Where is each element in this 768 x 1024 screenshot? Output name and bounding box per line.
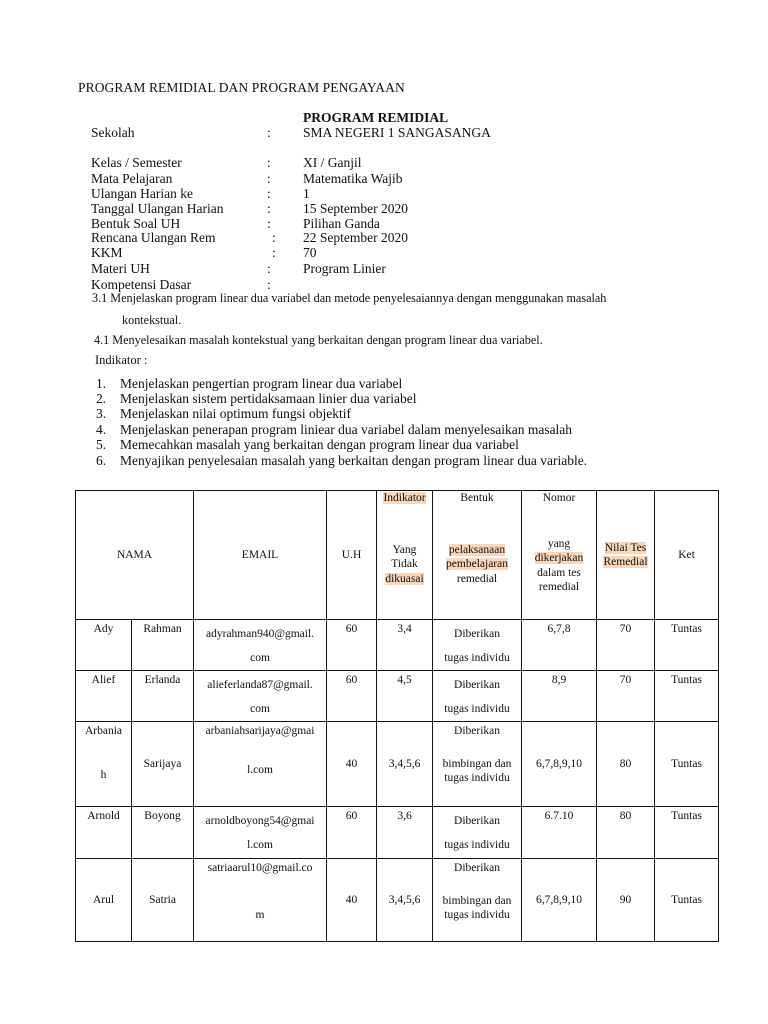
nilai-value: 90 <box>619 893 632 906</box>
uh-score: 60 <box>345 674 358 686</box>
field-label-kompetensi: Kompetensi Dasar <box>91 277 192 292</box>
cell-uh <box>327 671 377 722</box>
field-colon: : <box>267 171 271 186</box>
indikator-text: Menjelaskan sistem pertidaksamaan linier dua variabel <box>120 391 417 406</box>
bentuk-line3: tugas individu <box>444 909 510 921</box>
bentuk-line2: tugas individu <box>444 839 510 851</box>
first-name: Alief <box>91 674 116 686</box>
nilai-value: 80 <box>619 810 632 822</box>
uh-score: 60 <box>345 810 358 822</box>
header-bentuk-l1: pelaksanaan <box>448 544 506 556</box>
email-line2: com <box>250 703 270 715</box>
email-line2: l.com <box>247 839 273 851</box>
indikator-number: 6. <box>96 453 107 468</box>
cell-nomor <box>522 620 597 671</box>
cell-nomor <box>522 859 597 942</box>
field-colon: : <box>267 186 271 201</box>
field-label-materi: Materi UH <box>91 261 150 276</box>
cell-first-name <box>76 620 132 671</box>
cell-bentuk <box>433 620 522 671</box>
last-name: Boyong <box>144 810 181 822</box>
cell-ket <box>655 807 719 859</box>
last-name: Satria <box>149 893 176 906</box>
cell-email <box>194 620 327 671</box>
kd-3-1-line1: 3.1 Menjelaskan program linear dua variabel dan metode penyelesaiannya dengan menggunakan masalah <box>92 291 607 305</box>
field-value-ulangan: 1 <box>303 186 310 201</box>
indikator-text: Memecahkan masalah yang berkaitan dengan program linear dua variabel <box>120 437 519 452</box>
cell-nilai <box>597 722 655 807</box>
cell-first-name <box>76 807 132 859</box>
field-colon: : <box>267 125 271 140</box>
indikator-text: Menyajikan penyelesaian masalah yang berkaitan dengan program linear dua variable. <box>120 453 588 468</box>
header-indikator <box>377 491 433 620</box>
nomor-value: 6.7.10 <box>544 810 574 822</box>
bentuk-line2: tugas individu <box>444 652 510 664</box>
header-nilai-l2: Remedial <box>603 556 648 568</box>
header-nomor-l3: dalam tes <box>537 566 581 579</box>
header-uh <box>327 491 377 620</box>
cell-nilai <box>597 859 655 942</box>
field-label-sekolah: Sekolah <box>91 125 135 140</box>
cell-ket <box>655 722 719 807</box>
document-title: PROGRAM REMIDIAL DAN PROGRAM PENGAYAAN <box>78 80 405 95</box>
cell-ket <box>655 620 719 671</box>
field-label-tanggal: Tanggal Ulangan Harian <box>91 201 224 216</box>
uh-score: 40 <box>345 757 358 770</box>
table-row <box>76 671 719 722</box>
cell-nomor <box>522 807 597 859</box>
field-value-mapel: Matematika Wajib <box>303 171 403 186</box>
table-header-row <box>76 491 719 620</box>
field-value-bentuk: Pilihan Ganda <box>303 216 380 231</box>
header-bentuk-l3: remedial <box>456 572 498 585</box>
header-bentuk-top: Bentuk <box>460 492 494 504</box>
cell-indikator <box>377 620 433 671</box>
cell-uh <box>327 722 377 807</box>
field-value-kelas: XI / Ganjil <box>303 155 362 170</box>
email-line1: adyrahman940@gmail. <box>206 628 315 640</box>
bentuk-line2: bimbingan dan <box>442 758 512 770</box>
last-name: Rahman <box>143 623 182 635</box>
header-ket <box>655 491 719 620</box>
header-indikator-tidak: Tidak <box>391 558 418 571</box>
bentuk-line1: Diberikan <box>454 862 500 874</box>
cell-uh <box>327 807 377 859</box>
cell-last-name <box>132 807 194 859</box>
cell-last-name <box>132 620 194 671</box>
indikator-number: 5. <box>96 437 107 452</box>
indikator-item <box>96 437 519 453</box>
nilai-value: 70 <box>619 674 632 686</box>
email-line1: satriaarul10@gmail.co <box>207 862 313 874</box>
header-nama-label: NAMA <box>116 548 153 561</box>
indikator-text: Menjelaskan pengertian program linear dua variabel <box>120 376 403 391</box>
indikator-label: Indikator : <box>95 353 148 367</box>
table-row <box>76 807 719 859</box>
nomor-value: 6,7,8,9,10 <box>536 893 583 906</box>
ket-value: Tuntas <box>671 623 702 635</box>
cell-ket <box>655 671 719 722</box>
header-nomor <box>522 491 597 620</box>
header-nomor-l4: remedial <box>538 581 580 594</box>
field-label-ulangan: Ulangan Harian ke <box>91 186 193 201</box>
email-line2: com <box>250 652 270 664</box>
field-colon: : <box>267 201 271 216</box>
ket-value: Tuntas <box>671 674 702 686</box>
header-bentuk <box>433 491 522 620</box>
field-label-bentuk: Bentuk Soal UH <box>91 216 181 231</box>
cell-uh <box>327 620 377 671</box>
cell-nilai <box>597 620 655 671</box>
header-ket-label: Ket <box>678 548 695 561</box>
cell-bentuk <box>433 859 522 942</box>
indikator-value: 3,4 <box>397 623 412 635</box>
cell-nomor <box>522 722 597 807</box>
field-value-materi: Program Linier <box>303 261 386 276</box>
field-value-rencana: 22 September 2020 <box>303 230 408 245</box>
table-row <box>76 620 719 671</box>
header-nomor-top: Nomor <box>542 492 576 504</box>
header-uh-label: U.H <box>341 548 362 561</box>
indikator-number: 3. <box>96 406 107 421</box>
last-name: Erlanda <box>144 674 181 686</box>
indikator-item <box>96 453 587 469</box>
cell-indikator <box>377 722 433 807</box>
field-value-tanggal: 15 September 2020 <box>303 201 408 216</box>
field-colon: : <box>267 261 271 276</box>
indikator-number: 1. <box>96 376 107 391</box>
cell-bentuk <box>433 807 522 859</box>
cell-email <box>194 722 327 807</box>
header-email-label: EMAIL <box>241 548 279 561</box>
field-colon: : <box>267 155 271 170</box>
bentuk-line1: Diberikan <box>454 628 500 640</box>
indikator-item <box>96 422 572 438</box>
first-name: Arul <box>92 893 115 906</box>
cell-bentuk <box>433 671 522 722</box>
cell-email <box>194 807 327 859</box>
field-value-sekolah: SMA NEGERI 1 SANGASANGA <box>303 125 491 140</box>
header-bentuk-l2: pembelajaran <box>446 558 508 571</box>
cell-nilai <box>597 807 655 859</box>
field-value-kkm: 70 <box>303 245 317 260</box>
bentuk-line1: Diberikan <box>454 815 500 827</box>
cell-email <box>194 671 327 722</box>
header-indikator-dikuasai: dikuasai <box>385 572 424 585</box>
cell-ket <box>655 859 719 942</box>
remedial-table <box>75 490 719 942</box>
indikator-number: 4. <box>96 422 107 437</box>
cell-bentuk <box>433 722 522 807</box>
bentuk-line2: tugas individu <box>444 703 510 715</box>
indikator-value: 3,4,5,6 <box>388 893 421 906</box>
cell-first-name <box>76 671 132 722</box>
cell-last-name <box>132 671 194 722</box>
first-name-line2: h <box>100 769 107 781</box>
header-nilai-l1: Nilai Tes <box>604 541 647 554</box>
cell-last-name <box>132 859 194 942</box>
indikator-text: Menjelaskan nilai optimum fungsi objektif <box>120 406 351 421</box>
first-name: Arnold <box>87 810 120 822</box>
first-name: Ady <box>93 623 114 635</box>
field-colon: : <box>267 216 271 231</box>
indikator-value: 3,6 <box>397 810 412 822</box>
cell-nomor <box>522 671 597 722</box>
email-line1: arbaniahsarijaya@gmai <box>205 725 315 737</box>
email-line1: arnoldboyong54@gmai <box>205 815 315 827</box>
cell-first-name <box>76 722 132 807</box>
indikator-number: 2. <box>96 391 107 406</box>
header-nama <box>76 491 194 620</box>
field-label-rencana: Rencana Ulangan Rem <box>91 230 216 245</box>
nilai-value: 70 <box>619 623 632 635</box>
cell-nilai <box>597 671 655 722</box>
field-colon: : <box>272 245 276 260</box>
field-label-kkm: KKM <box>91 245 123 260</box>
kd-3-1-line2: kontekstual. <box>122 313 182 327</box>
cell-email <box>194 859 327 942</box>
indikator-item <box>96 391 417 407</box>
indikator-item <box>96 406 351 422</box>
nilai-value: 80 <box>619 757 632 770</box>
table-row <box>76 722 719 807</box>
email-line2: m <box>255 909 265 921</box>
ket-value: Tuntas <box>671 810 702 822</box>
header-nomor-l2: dikerjakan <box>534 552 584 565</box>
header-nilai <box>597 491 655 620</box>
uh-score: 60 <box>345 623 358 635</box>
indikator-text: Menjelaskan penerapan program liniear dua variabel dalam menyelesaikan masalah <box>120 422 573 437</box>
header-indikator-yang: Yang <box>392 544 417 556</box>
field-colon: : <box>267 277 271 292</box>
email-line1: alieferlanda87@gmail. <box>207 679 313 691</box>
email-line2: l.com <box>247 764 273 776</box>
uh-score: 40 <box>345 893 358 906</box>
cell-indikator <box>377 671 433 722</box>
field-colon: : <box>272 230 276 245</box>
indikator-value: 4,5 <box>397 674 412 686</box>
field-label-kelas: Kelas / Semester <box>91 155 182 170</box>
field-label-mapel: Mata Pelajaran <box>91 171 173 186</box>
header-email <box>194 491 327 620</box>
indikator-item <box>96 376 402 392</box>
table-row <box>76 859 719 942</box>
cell-indikator <box>377 807 433 859</box>
ket-value: Tuntas <box>671 757 702 770</box>
ket-value: Tuntas <box>671 893 702 906</box>
bentuk-line3: tugas individu <box>444 772 510 784</box>
indikator-value: 3,4,5,6 <box>388 757 421 770</box>
nomor-value: 6,7,8 <box>547 623 571 635</box>
first-name-line1: Arbania <box>84 725 123 737</box>
kd-4-1: 4.1 Menyelesaikan masalah kontekstual yang berkaitan dengan program linear dua variabel. <box>94 333 543 347</box>
nomor-value: 6,7,8,9,10 <box>536 757 583 770</box>
header-nomor-l1: yang <box>547 538 571 550</box>
cell-last-name <box>132 722 194 807</box>
section-title: PROGRAM REMIDIAL <box>303 110 449 125</box>
cell-uh <box>327 859 377 942</box>
header-indikator-top: Indikator <box>383 492 426 504</box>
bentuk-line1: Diberikan <box>454 679 500 691</box>
bentuk-line2: bimbingan dan <box>442 895 512 907</box>
cell-first-name <box>76 859 132 942</box>
nomor-value: 8,9 <box>551 674 567 686</box>
bentuk-line1: Diberikan <box>454 725 500 737</box>
last-name: Sarijaya <box>143 757 182 770</box>
cell-indikator <box>377 859 433 942</box>
